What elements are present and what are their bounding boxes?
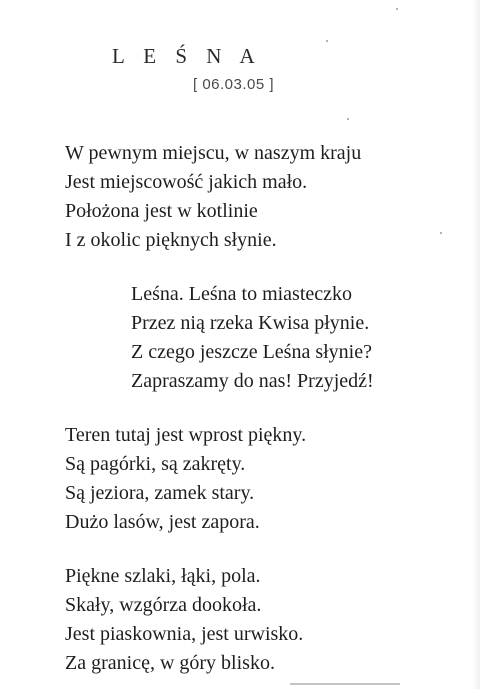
scan-edge-shadow <box>472 0 480 689</box>
poem-line: Jest piaskownia, jest urwisko. <box>65 623 304 645</box>
scan-speck <box>347 118 349 120</box>
scan-bottom-mark <box>290 683 400 685</box>
stanza-3 <box>65 421 306 537</box>
poem-line: Leśna. Leśna to miasteczko <box>131 283 353 305</box>
poem-line: Dużo lasów, jest zapora. <box>65 511 260 533</box>
poem-line: Są pagórki, są zakręty. <box>65 453 246 475</box>
scan-speck <box>440 232 442 234</box>
poem-line: W pewnym miejscu, w naszym kraju <box>65 142 362 164</box>
stanza-2 <box>131 280 374 396</box>
stanza-1 <box>65 139 361 255</box>
poem-line: Zapraszamy do nas! Przyjedź! <box>131 370 374 392</box>
poem-line: Z czego jeszcze Leśna słynie? <box>131 341 372 363</box>
poem-line: Piękne szlaki, łąki, pola. <box>65 565 261 587</box>
poem-title: L E Ś N A <box>112 44 262 68</box>
poem-line: Za granicę, w góry blisko. <box>65 652 275 674</box>
poem-line: Jest miejscowość jakich mało. <box>65 171 308 193</box>
scan-speck <box>396 8 398 10</box>
poem-line: Położona jest w kotlinie <box>65 200 258 222</box>
poem-line: I z okolic pięknych słynie. <box>65 229 277 251</box>
poem-line: Skały, wzgórza dookoła. <box>65 594 262 616</box>
poem-line: Są jeziora, zamek stary. <box>65 482 255 504</box>
poem-date: [ 06.03.05 ] <box>193 76 275 93</box>
poem-line: Teren tutaj jest wprost piękny. <box>65 424 307 446</box>
poem-line: Przez nią rzeka Kwisa płynie. <box>131 312 370 334</box>
stanza-4 <box>65 562 303 678</box>
scan-speck <box>326 40 328 42</box>
